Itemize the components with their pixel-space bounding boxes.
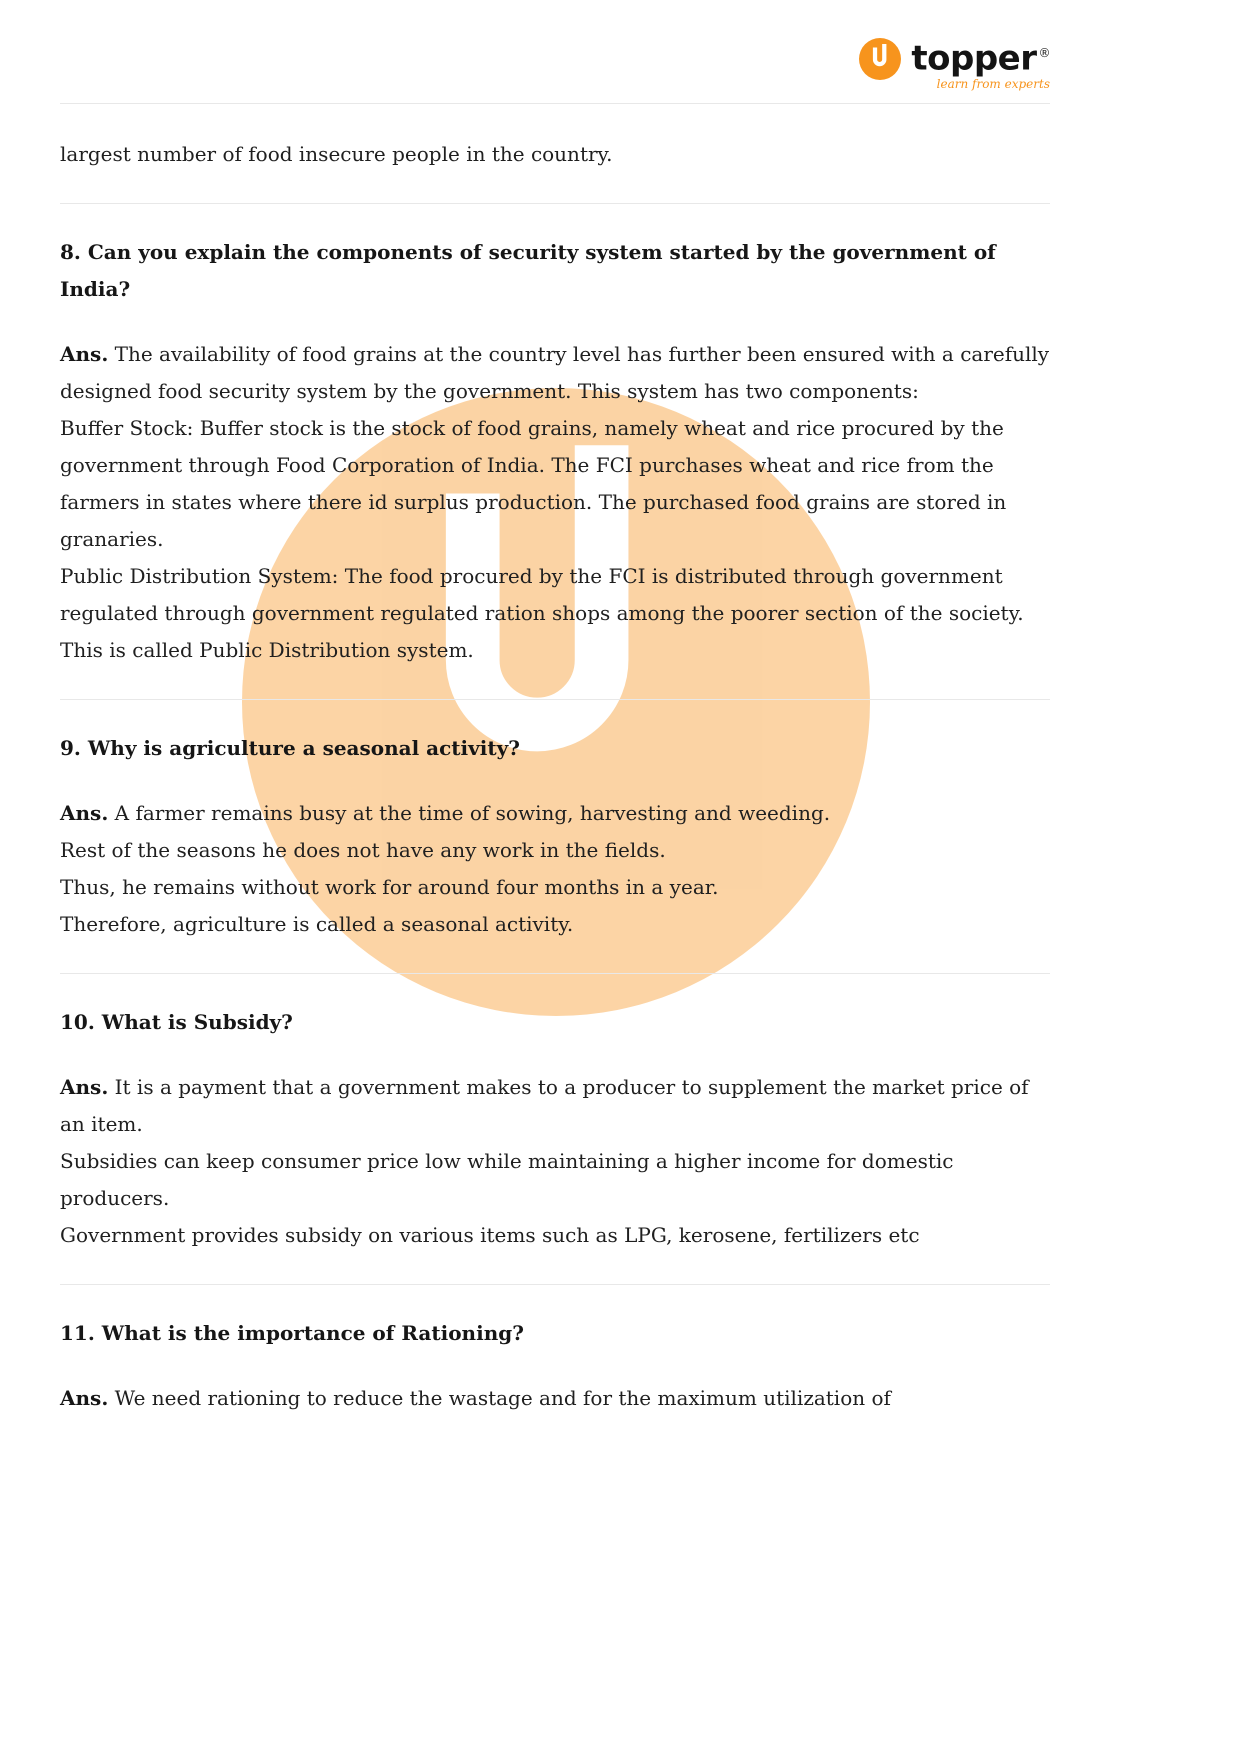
answer-label: Ans.	[60, 1075, 109, 1100]
brand-name-text: topper	[911, 38, 1037, 79]
brand-text-block	[911, 34, 1050, 91]
question-10-title: 10. What is Subsidy?	[60, 1010, 293, 1035]
question-10-answer-line-3: Government provides subsidy on various items such as LPG, kerosene, fertilizers etc	[60, 1223, 920, 1248]
question-block-10	[60, 1004, 1050, 1254]
u-circle-icon	[859, 38, 901, 80]
registered-mark: ®	[1038, 46, 1050, 60]
brand-logo	[859, 34, 1050, 91]
question-9-answer-line-2: Rest of the seasons he does not have any work in the fields.	[60, 838, 666, 863]
question-9-answer-line-1	[60, 795, 1050, 832]
section-divider	[60, 1284, 1050, 1285]
answer-text: We need rationing to reduce the wastage and for the maximum utilization of	[114, 1386, 891, 1411]
question-10-answer-line-2: Subsidies can keep consumer price low while maintaining a higher income for domestic producers.	[60, 1149, 954, 1211]
answer-text: It is a payment that a government makes to a producer to supplement the market price of an item.	[60, 1075, 1029, 1137]
answer-label: Ans.	[60, 342, 109, 367]
lead-paragraph: largest number of food insecure people in the country.	[60, 142, 613, 167]
answer-label: Ans.	[60, 1386, 109, 1411]
question-9-answer-line-4: Therefore, agriculture is called a seasonal activity.	[60, 912, 574, 937]
question-block-9	[60, 730, 1050, 943]
question-10-answer-line-1	[60, 1069, 1050, 1143]
section-divider	[60, 973, 1050, 974]
question-8-answer-line-1	[60, 336, 1050, 410]
answer-label: Ans.	[60, 801, 109, 826]
section-divider	[60, 699, 1050, 700]
question-block-8	[60, 234, 1050, 669]
question-9-answer-line-3: Thus, he remains without work for around four months in a year.	[60, 875, 719, 900]
answer-text: A farmer remains busy at the time of sowing, harvesting and weeding.	[114, 801, 831, 826]
section-divider	[60, 203, 1050, 204]
question-11-answer-line-1	[60, 1380, 1050, 1417]
question-8-title: 8. Can you explain the components of security system started by the government of India?	[60, 240, 996, 302]
question-11-title: 11. What is the importance of Rationing?	[60, 1321, 524, 1346]
brand-name	[911, 34, 1050, 77]
answer-text: The availability of food grains at the country level has further been ensured with a carefully designed food security system by the government. This system has two components:	[60, 342, 1050, 404]
page-header	[60, 0, 1050, 103]
question-8-answer-line-2: Buffer Stock: Buffer stock is the stock of food grains, namely wheat and rice procured by the government through Food Corporation of India. The FCI purchases wheat and rice from the farmers in states where there id surplus production. The purchased food grains are stored in granaries.	[60, 416, 1007, 552]
question-block-11	[60, 1315, 1050, 1417]
brand-tagline: learn from experts	[936, 77, 1050, 92]
header-divider	[60, 103, 1050, 104]
question-9-title: 9. Why is agriculture a seasonal activity?	[60, 736, 520, 761]
question-8-answer-line-3: Public Distribution System: The food procured by the FCI is distributed through government regulated through government regulated ration shops among the poorer section of the society. This is called Public Distribution system.	[60, 564, 1024, 663]
